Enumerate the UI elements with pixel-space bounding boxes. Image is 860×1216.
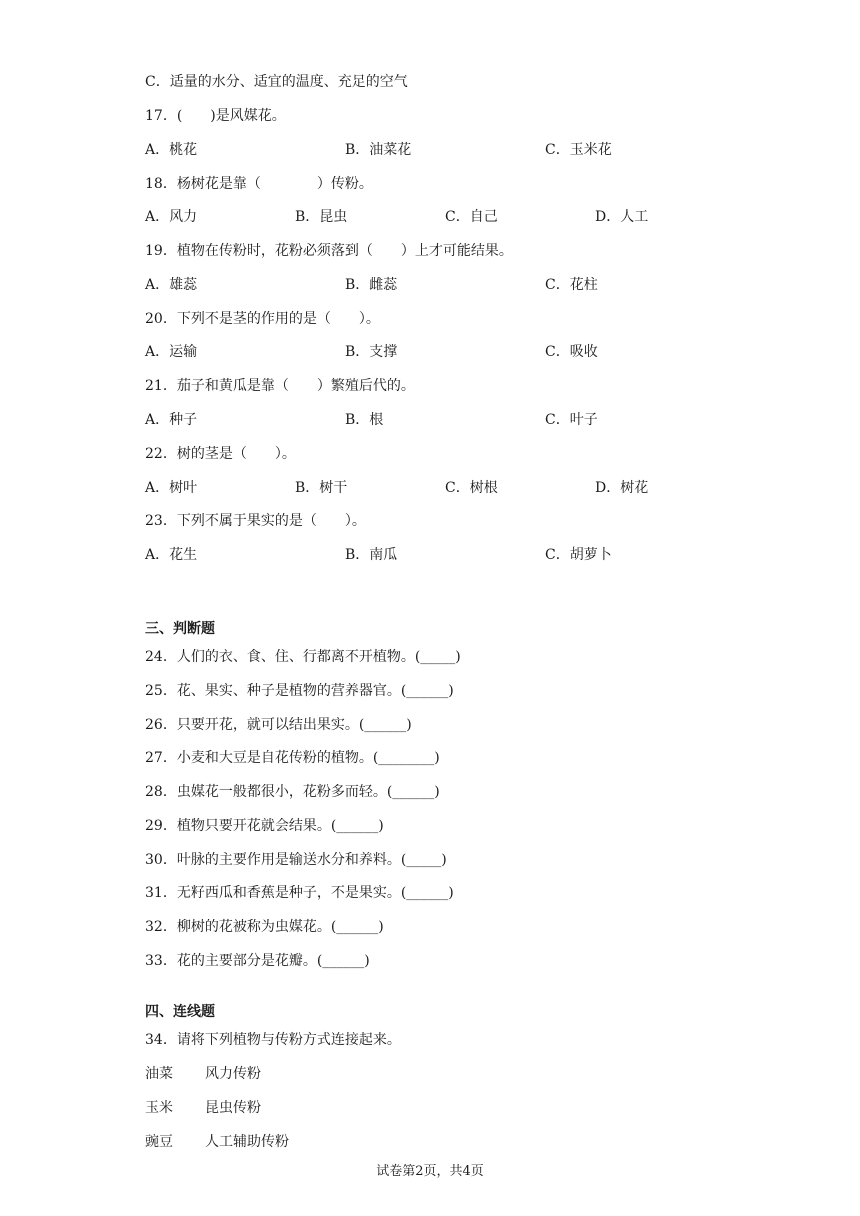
option-a: A．风力: [145, 209, 198, 225]
judge-question: 30．叶脉的主要作用是输送水分和养料。(_____): [145, 852, 447, 868]
option-c: C．叶子: [545, 412, 598, 428]
option-a: A．种子: [145, 412, 198, 428]
match-method: 人工辅助传粉: [205, 1134, 289, 1150]
question-stem: 18．杨树花是靠（ ）传粉。: [145, 176, 373, 192]
option-c: C．胡萝卜: [545, 547, 612, 563]
match-method: 风力传粉: [205, 1066, 261, 1082]
judge-question: 25．花、果实、种子是植物的营养器官。(______): [145, 683, 454, 699]
option-d: D．人工: [595, 209, 649, 225]
option-row: [145, 275, 800, 295]
option-b: B．南瓜: [345, 547, 398, 563]
option-c: C．吸收: [545, 344, 598, 360]
option-c: C．自己: [445, 209, 498, 225]
question-stem: 34．请将下列植物与传粉方式连接起来。: [145, 1032, 401, 1048]
match-method: 昆虫传粉: [205, 1100, 261, 1116]
option-a: A．运输: [145, 344, 198, 360]
option-row: [145, 342, 800, 362]
option-c: C．玉米花: [545, 142, 612, 158]
section-heading: 四、连线题: [145, 1004, 215, 1020]
question-stem: 21．茄子和黄瓜是靠（ ）繁殖后代的。: [145, 378, 415, 394]
judge-question: 33．花的主要部分是花瓣。(______): [145, 953, 370, 969]
question-stem: 19．植物在传粉时，花粉必须落到（ ）上才可能结果。: [145, 243, 513, 259]
judge-question: 26．只要开花，就可以结出果实。(______): [145, 717, 412, 733]
judge-question: 32．柳树的花被称为虫媒花。(______): [145, 919, 384, 935]
option-row: [145, 140, 800, 160]
question-stem: 23．下列不属于果实的是（ ）。: [145, 513, 366, 529]
judge-question: 29．植物只要开花就会结果。(______): [145, 818, 384, 834]
judge-question: 31．无籽西瓜和香蕉是种子，不是果实。(______): [145, 885, 454, 901]
option-a: A．树叶: [145, 480, 198, 496]
option-b: B．油菜花: [345, 142, 412, 158]
option-d: D．树花: [595, 480, 649, 496]
question-stem: 22．树的茎是（ ）。: [145, 446, 296, 462]
option-a: A．桃花: [145, 142, 198, 158]
page-footer: 试卷第2页，共4页: [376, 1164, 484, 1179]
option-b: B．昆虫: [295, 209, 348, 225]
judge-question: 24．人们的衣、食、住、行都离不开植物。(_____): [145, 649, 461, 665]
option-b: B．根: [345, 412, 384, 428]
judge-question: 27．小麦和大豆是自花传粉的植物。(________): [145, 750, 440, 766]
judge-question: 28．虫媒花一般都很小，花粉多而轻。(______): [145, 784, 440, 800]
match-plant: 玉米: [145, 1100, 173, 1116]
option-row: [145, 478, 800, 498]
option-row: [145, 410, 800, 430]
section-heading: 三、判断题: [145, 621, 215, 637]
option-a: A．雄蕊: [145, 277, 198, 293]
option-b: B．支撑: [345, 344, 398, 360]
option-b: B．雌蕊: [345, 277, 398, 293]
q16-option-c: C．适量的水分、适宜的温度、充足的空气: [145, 74, 408, 90]
option-a: A．花生: [145, 547, 198, 563]
option-c: C．花柱: [545, 277, 598, 293]
match-plant: 油菜: [145, 1066, 173, 1082]
question-stem: 17．( )是风媒花。: [145, 108, 286, 124]
option-b: B．树干: [295, 480, 348, 496]
option-c: C．树根: [445, 480, 498, 496]
question-stem: 20．下列不是茎的作用的是（ ）。: [145, 311, 380, 327]
match-plant: 豌豆: [145, 1134, 173, 1150]
option-row: [145, 545, 800, 565]
option-row: [145, 207, 800, 227]
